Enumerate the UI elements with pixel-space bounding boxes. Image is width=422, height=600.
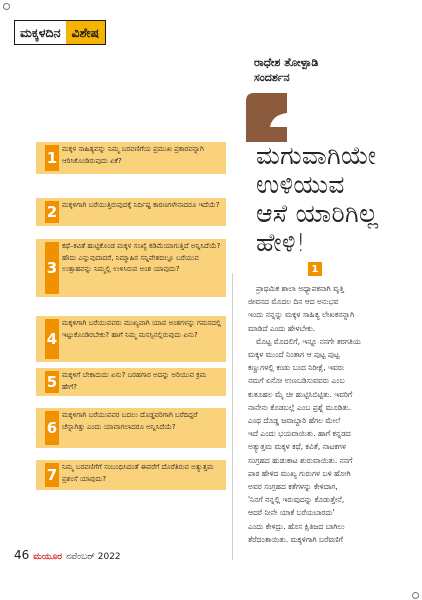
quote-mark-icon	[246, 93, 287, 142]
section-tag-primary: ಮಕ್ಕಳದಿನ	[20, 24, 61, 40]
question-text: ಮಕ್ಕಳಿಗೆ ಬೇಕಾದುದು ಏನು? ಬರಹಗಾರ ಅದನ್ನು ಅರಿಯುವ ಕ್ರಮ ಹೇಗೆ?	[62, 371, 207, 391]
author-block	[254, 55, 318, 85]
article-line: ಸಂಗ್ರಹದ ಹುಡುಕಾಟ ಶುರುವಾಯಿತು. ನನಗೆ	[248, 455, 353, 465]
article-line: ಕಣ್ಣುಗಳಲ್ಲಿ ಕಂಡು ಬಂದ ನಿರೀಕ್ಷೆ, ಇವರು	[248, 363, 345, 373]
question-text: ಮಕ್ಕಳಿಗಾಗಿ ಬರೆಯುತ್ತಿರುವುದಕ್ಕೆ ನಿರ್ದಿಷ್ಟ ಕಾರಣಗಳೇನಾದರೂ ಇದೆಯೆ?	[62, 201, 220, 209]
column-divider	[232, 273, 233, 560]
article-line: ಇದೆ ಎಂದು ಭಯವಾಯಿತು. ಹಾಗೆ ಕನ್ನಡದ	[248, 429, 351, 439]
question-number: 4	[45, 319, 59, 359]
page-footer	[14, 548, 121, 562]
article-line: ಪ್ರಾಥಮಿಕ ಶಾಲಾ ಅಧ್ಯಾಪಕನಾಗಿ ವೃತ್ತಿ	[256, 284, 344, 293]
article-line: ಇಂದು ನನ್ನನ್ನು ಮಕ್ಕಳ ಸಾಹಿತ್ಯ ಲೇಖಕನನ್ನಾಗಿ	[248, 310, 355, 320]
article-line: ಮಾಡಿದೆ ಎಂದು ಹೇಳಬೇಕು.	[248, 323, 316, 333]
article-line: ಅವರ ಸಂಗ್ರಹದ ಕತೆಗಳನ್ನು ಕೇಳಿದಾಗ,	[248, 482, 338, 492]
magazine-logo: ಮಯೂರ	[33, 552, 62, 562]
registration-mark-icon	[412, 592, 419, 599]
question-item	[36, 316, 226, 362]
headline	[256, 141, 416, 257]
article-line: ಎಂಥ ದೊಡ್ಡ ಜವಾಬ್ದಾರಿ ಹೆಗಲ ಮೇಲೆ	[248, 416, 341, 426]
question-item	[36, 198, 226, 226]
question-number: 2	[46, 203, 58, 221]
headline-line: ಉಳಿಯುವ	[256, 170, 345, 199]
question-text: ಮಕ್ಕಳ ಸಾಹಿತ್ಯವನ್ನು ನಿಮ್ಮ ಬರವಣಿಗೆಯ ಪ್ರಮುಖ ಪ್ರಕಾರವನ್ನಾಗಿ ಆರಿಸಿಕೊಂಡಿರುವುದು ಏಕೆ?	[62, 145, 204, 165]
headline-line: ಮಗುವಾಗಿಯೇ	[256, 141, 377, 170]
article-line: ನಾನೇನು ಕೊಡಬಲ್ಲೆ ಎಂಬ ಪ್ರಶ್ನೆ ಮೂಡಿತು.	[248, 402, 352, 412]
question-number: 6	[45, 411, 59, 445]
section-tag-highlight: ವಿಶೇಷ	[66, 21, 106, 44]
section-tag	[14, 20, 106, 45]
article-line: ನಮಗೆ ಏನೋ ಉಣಬಡಿಸುವವರು ಎಂಬ	[248, 376, 345, 386]
registration-mark-icon	[3, 3, 10, 10]
headline-line: ಆಸೆ ಯಾರಿಗಿಲ್ಲ	[256, 199, 379, 228]
headline-line: ಹೇಳಿ!	[256, 228, 307, 257]
article-body	[248, 282, 410, 546]
question-number: 3	[45, 242, 59, 294]
question-item	[36, 408, 226, 448]
question-text: ಕಥೆ–ಕವಿತೆ ಹುಟ್ಟಿಕೊಂಡ ಮಕ್ಕಳ ಸಂಖ್ಯೆ ಕಡಿಮೆಯಾಗುತ್ತಿದೆ ಅನ್ನಿಸಿದೆಯೆ? ಹೌದು ಎನ್ನುವುದಾದರೆ, ನಿಮ್ಮಾಹಿರ ಸನ್ನಿವೇಶದಲ್ಲೂ ಬರೆಯುವ ಉತ್ಸಾಹವನ್ನು ನಿಮ್ಮಲ್ಲಿ ಉಳಿಸಿರುವ ಅಂಶ ಯಾವುದು?	[62, 242, 221, 273]
article-line: ಅತ್ಯುತ್ತಮ ಮಕ್ಕಳ ಕಥೆ, ಕವಿತೆ, ನಾಟಕಗಳ	[248, 442, 346, 452]
question-item	[36, 460, 226, 490]
question-item	[36, 368, 226, 396]
issue-date: ನವೆಂಬರ್ 2022	[65, 552, 121, 562]
article-line: ಜೀವನದ ಮೊದಲ ದಿನ ಆದ ಅನುಭವ	[248, 297, 339, 307]
question-text: ಮಕ್ಕಳಿಗಾಗಿ ಬರೆಯುವವರ ಬದಲು ದೊಡ್ಡವರಿಗಾಗಿ ಬರೆದಿದ್ದರೆ ಚೆನ್ನಾಗಿತ್ತು ಎಂದು ಯಾವಾಗಲಾದರೂ ಅನ್ನಿಸಿದೆಯೆ?	[62, 411, 198, 431]
question-number: 5	[46, 373, 58, 391]
article-line: ತೆರೆದಂತಾಯಿತು. ಮಕ್ಕಳಿಗಾಗಿ ಬರೆವಣಿಗೆ	[248, 534, 343, 544]
author-role: ಸಂದರ್ಶನ	[254, 71, 290, 84]
article-line: ಕುತೂಹಲ ಮೈ ಚೀ ಹುಟ್ಟಿಸಿಬಿಟ್ಟಿತು. ಇವರಿಗೆ	[248, 389, 353, 399]
question-text: ಮಕ್ಕಳಿಗಾಗಿ ಬರೆಯುವವರು ಮುಖ್ಯವಾಗಿ ಯಾವ ಅಂಶಗಳನ್ನು ಗಮನದಲ್ಲಿ ಇಟ್ಟುಕೊಂಡಿರಬೇಕು? ಹಾಗೆ ನಿಮ್ಮ ಮನಸ್ಸಿನಲ್ಲಿರುವುದು ಏನು?	[62, 319, 222, 339]
page-number: 46	[14, 548, 30, 562]
author-name: ರಾಧೇಶ ತೋಳ್ಪಾಡಿ	[254, 56, 319, 69]
article-line: ಮೊಟ್ಟ ಮೊದಲಿಗೆ, ಇನ್ನೂ ನನಗೇ ತರಗತಿಯ	[256, 336, 361, 346]
question-number: 1	[45, 145, 59, 171]
article-line: ಆದರೆ ನೀನೇ ಯಾಕೆ ಬರೆಯಬಾರದು'	[248, 508, 335, 518]
article-line: ಎಂದು ಕೇಳಿದ್ರು. ಹೊಸ ಕ್ಷಿತಿಜದ ಬಾಗಿಲು	[248, 521, 345, 531]
question-item	[36, 239, 226, 297]
question-item	[36, 142, 226, 174]
article-line: 'ನಿನಗೆ ನನ್ನಲ್ಲಿ ಇರುವುದನ್ನು ಕೊಡುತ್ತೇನೆ,	[248, 495, 345, 505]
article-line: ಪಾಠ ಹೇಳಿದ ಮುಖ್ಯ ಗುರುಗಳ ಬಳಿ ಹೋಗಿ	[248, 468, 351, 478]
answer-number-badge: 1	[308, 262, 322, 276]
question-text: ನಿಮ್ಮ ಬರವಣಿಗೆಗೆ ಸಂಬಂಧಿಸಿದಂತೆ ಈವರೆಗೆ ದೊರೆತಿರುವ ಅತ್ಯುತ್ತಮ ಪ್ರಶಂಸೆ ಯಾವುದು?	[62, 463, 214, 483]
article-line: ಮಕ್ಕಳ ಮುಂದೆ ನಿಂತಾಗ ಆ ಪುಟ್ಟ ಪುಟ್ಟ	[248, 350, 340, 360]
question-number: 7	[45, 463, 59, 487]
